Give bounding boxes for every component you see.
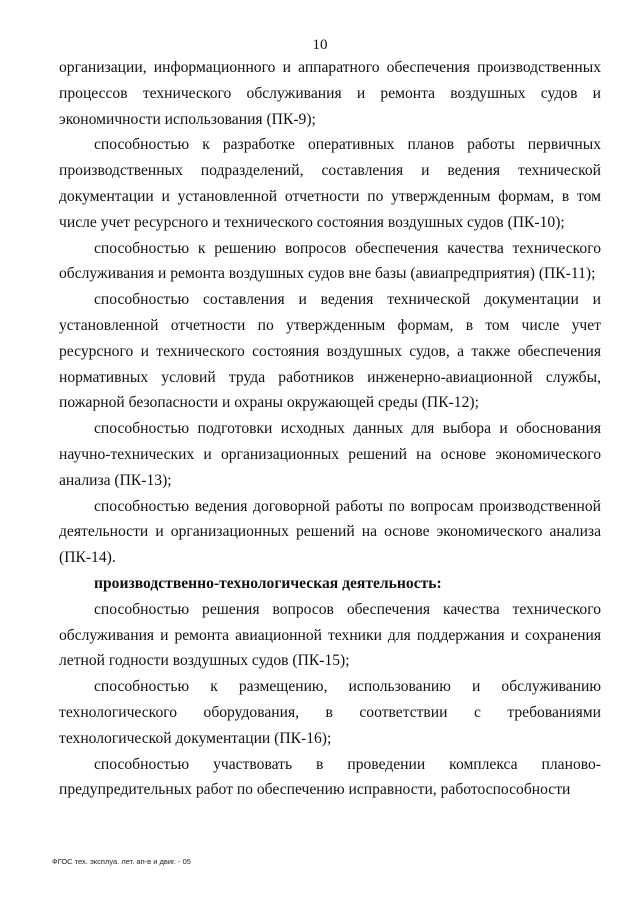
paragraph-pk-11: способностью к решению вопросов обеспечения качества технического обслуживания и ремонта воздушных судов вне базы (авиапредприятия) (ПК-11); <box>59 239 601 283</box>
paragraph-pk-12: способностью составления и ведения технической документации и установленной отчетности по утвержденным формам, в том числе учет ресурсного и технического состояния воздушных судов, а также обеспечения нормативных условий труда работников инженерно-авиационной службы, пожарной безопасности и охраны окружающей среды (ПК-12); <box>59 291 601 412</box>
section-heading: производственно-технологическая деятельность: <box>94 574 442 592</box>
document-body <box>59 55 601 803</box>
paragraph-pk-10: способностью к разработке оперативных планов работы первичных производственных подразделений, составления и ведения технической документации и установленной отчетности по утвержденным формам, в том числе учет ресурсного и технического состояния воздушных судов (ПК-10); <box>59 136 601 231</box>
paragraph-pk-15: способностью решения вопросов обеспечения качества технического обслуживания и ремонта авиационной техники для поддержания и сохранения летной годности воздушных судов (ПК-15); <box>59 600 601 670</box>
page-number: 10 <box>312 37 328 53</box>
paragraph-pk-16: способностью к размещению, использованию и обслуживанию технологического оборудования, в соответствии с требованиями технологической документации (ПК-16); <box>59 678 601 747</box>
paragraph-pk-17-start: способностью участвовать в проведении комплекса планово-предупредительных работ по обеспечению исправности, работоспособности <box>59 755 601 799</box>
paragraph-pk-14: способностью ведения договорной работы по вопросам производственной деятельности и организационных решений на основе экономического анализа (ПК-14). <box>59 497 601 567</box>
paragraph-pk-13: способностью подготовки исходных данных для выбора и обоснования научно-технических и организационных решений на основе экономического анализа (ПК-13); <box>59 420 601 489</box>
paragraph-continuation: организации, информационного и аппаратного обеспечения производственных процессов технического обслуживания и ремонта воздушных судов и экономичности использования (ПК-9); <box>59 59 601 128</box>
footer-note: ФГОС тех. эксплуа. лет. ап-в и двиг. - 05 <box>52 857 191 866</box>
